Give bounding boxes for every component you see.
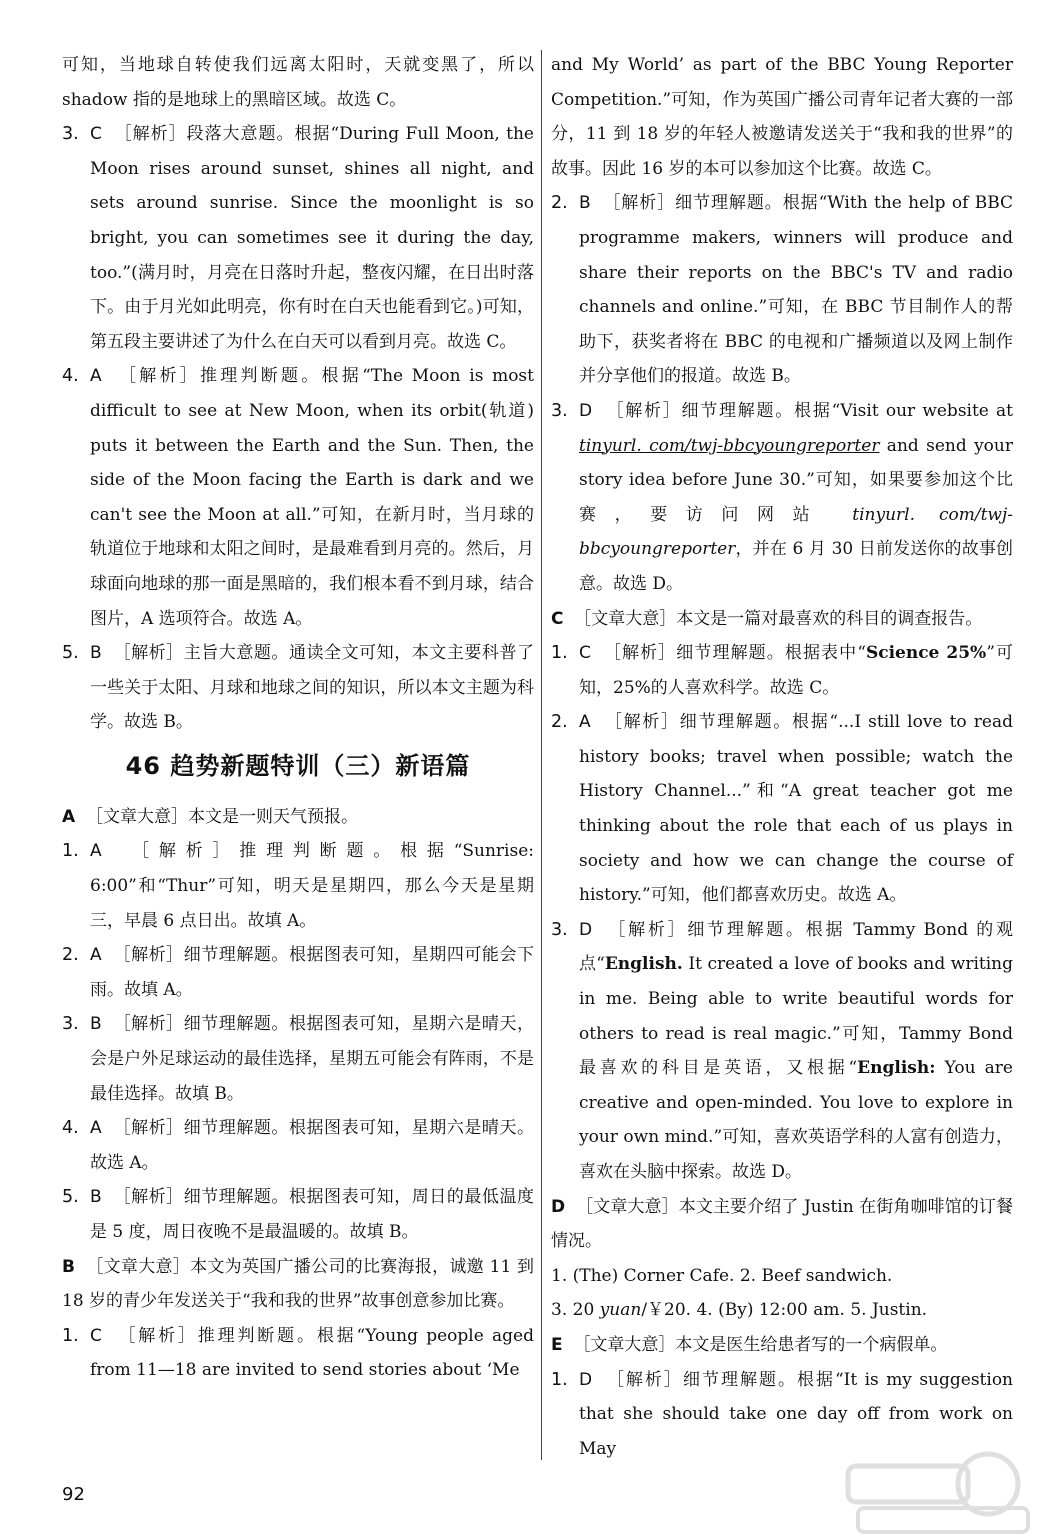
item-number: 3. [551, 919, 568, 940]
answer-item [62, 636, 534, 740]
item-number: 1. [551, 1369, 568, 1390]
item-number: 3. [551, 400, 568, 421]
passage-summary [62, 800, 534, 835]
explanation: ［解析］推理判断题。根据“The Moon is most difficult to see at New Moon, when its orbit(轨道) puts it between the Earth and the Sun. Then, the side of the Moon facing the Earth is dark and we can't see the Moon at all.”可知，在新月时，当月球的轨道位于地球和太阳之间时，是最难看到月亮的。然后，月球面向地球的那一面是黑暗的，我们根本看不到月球，结合图片，A 选项符合。故选 A。 [90, 366, 534, 629]
passage-summary [551, 602, 1013, 637]
answer-letter: D [579, 919, 593, 940]
right-column [551, 48, 1013, 1466]
item-number: 4. [62, 1118, 79, 1139]
summary-text: ［文章大意］本文为英国广播公司的比赛海报，诚邀 11 到 18 岁的青少年发送关于“我和我的世界”故事创意参加比赛。 [62, 1256, 534, 1312]
answer-letter: A [90, 1118, 102, 1139]
passage-summary [551, 1190, 1013, 1259]
answer-item [62, 1007, 534, 1111]
answer-item [551, 186, 1013, 394]
answer-letter: A [90, 945, 102, 966]
answer-letter: C [90, 124, 102, 145]
explanation: ［解析］推理判断题。根据“Young people aged from 11—18 are invited to send stories about ‘Me [90, 1325, 534, 1381]
item-number: 5. [62, 1187, 79, 1208]
bold-quote: English: [857, 1058, 936, 1079]
explanation: ［解析］段落大意题。根据“During Full Moon, the Moon rises around sunset, shines all night, and sets around sunrise. Since the moonlight is so bright, you can sometimes see it during the day, too.”(满月时，月亮在日落时升起，整夜闪耀，在日出时落下。由于月光如此明亮，你有时在白天也能看到它。)可知，第五段主要讲述了为什么在白天可以看到月亮。故选 C。 [90, 124, 534, 352]
item-number: 3. [62, 1014, 79, 1035]
short-answers: 3. 20 yuan/￥20. 4. (By) 12:00 am. 5. Justin. [551, 1300, 928, 1321]
section-heading: 46 趋势新题特训（三）新语篇 [125, 751, 471, 780]
bold-quote: Science 25% [865, 643, 987, 664]
answer-item [62, 1111, 534, 1180]
item-number: 1. [62, 841, 79, 862]
website-link[interactable]: tinyurl. com/twj-bbcyoungreporter [579, 435, 880, 456]
answer-item [551, 394, 1013, 602]
explanation: ［解析］细节理解题。根据图表可知，周日的最低温度是 5 度，周日夜晚不是最温暖的。故填 B。 [90, 1187, 534, 1242]
website-text: tinyurl. com/twj-bbcyoungreporter [579, 504, 1013, 560]
explanation: ”可知，25%的人喜欢科学。故选 C。 [579, 643, 1013, 698]
explanation: ，并在 6 月 30 日前发送你的故事创意。故选 D。 [579, 539, 1013, 594]
item-number: 3. [62, 124, 79, 145]
explanation: ［解析］细节理解题。根据“It is my suggestion that she should take one day off from work on May [579, 1369, 1013, 1459]
explanation: ［解析］细节理解题。根据“Visit our website at [606, 400, 1014, 421]
passage-summary [62, 1250, 534, 1319]
explanation: ［解析］细节理解题。根据图表可知，星期六是晴天。故选 A。 [90, 1118, 535, 1173]
passage-label: D [551, 1196, 566, 1217]
answer-letter: C [579, 643, 591, 664]
paragraph: 可知，当地球自转使我们远离太阳时，天就变黑了，所以 shadow 指的是地球上的黑暗区域。故选 C。 [62, 55, 534, 110]
passage-label: C [551, 608, 564, 629]
answer-item [551, 705, 1013, 913]
answer-letter: D [579, 400, 593, 421]
unit-text: yuan [599, 1300, 642, 1321]
summary-text: ［文章大意］本文是一则天气预报。 [85, 806, 358, 827]
passage-label: E [551, 1334, 563, 1355]
answer-letter: A [90, 841, 102, 862]
answer-letter: D [579, 1369, 593, 1390]
page-number: 92 [62, 1484, 85, 1505]
passage-label: B [62, 1256, 75, 1277]
summary-text: ［文章大意］本文主要介绍了 Justin 在街角咖啡馆的订餐情况。 [551, 1196, 1013, 1252]
answer-item [551, 913, 1013, 1190]
watermark-logo-icon [838, 1448, 1038, 1536]
passage-summary [551, 1328, 1013, 1363]
left-column [62, 48, 534, 1388]
answer-item [62, 1180, 534, 1249]
item-number: 1. [551, 643, 568, 664]
item-number: 2. [62, 945, 79, 966]
explanation: ［解析］细节理解题。根据“...I still love to read history books; travel when possible; watch the History Channel...”和“A great teacher got me thinking about the role that each of us plays in society and how we can change the course of history.”可知，他们都喜欢历史。故选 A。 [579, 712, 1013, 906]
answer-letter: C [90, 1325, 102, 1346]
explanation: You are creative and open-minded. You love to explore in your own mind.”可知，喜欢英语学科的人富有创造力，喜欢在头脑中探索。故选 D。 [579, 1058, 1013, 1182]
answer-letter: A [90, 366, 102, 387]
explanation: ［解析］细节理解题。根据表中“ [603, 643, 866, 664]
explanation: ［解析］细节理解题。根据图表可知，星期六是晴天，会是户外足球运动的最佳选择，星期五可能会有阵雨，不是最佳选择。故填 B。 [90, 1014, 534, 1104]
explanation: ［解析］主旨大意题。通读全文可知，本文主要科普了一些关于太阳、月球和地球之间的知识，所以本文主题为科学。故选 B。 [90, 643, 534, 733]
item-number: 2. [551, 712, 568, 733]
answer-letter: A [579, 712, 591, 733]
passage-label: A [62, 806, 76, 827]
paragraph: and My World’ as part of the BBC Young Reporter Competition.”可知，作为英国广播公司青年记者大赛的一部分，11 到 18 岁的年轻人被邀请发送关于“我和我的世界”的故事。因此 16 岁的本可以参加这个比赛。故选 C。 [551, 55, 1013, 179]
short-answers: 1. (The) Corner Cafe. 2. Beef sandwich. [551, 1265, 893, 1286]
answer-letter: B [90, 643, 102, 664]
explanation: It created a love of books and writing in me. Being able to write beautiful words for others to read is real magic.”可知，Tammy Bond 最喜欢的科目是英语，又根据“ [579, 954, 1013, 1079]
column-divider [541, 50, 542, 1460]
answer-item [62, 834, 534, 938]
item-number: 2. [551, 193, 568, 214]
summary-text: ［文章大意］本文是医生给患者写的一个病假单。 [573, 1334, 948, 1355]
explanation: ［解析］推理判断题。根据“Sunrise: 6:00”和“Thur”可知，明天是星期四，那么今天是星期三，早晨 6 点日出。故填 A。 [90, 841, 535, 931]
explanation: ［解析］细节理解题。根据“With the help of BBC programme makers, winners will produce and share their reports on the BBC's TV and radio channels and online.”可知，在 BBC 节目制作人的帮助下，获奖者将在 BBC 的电视和广播频道以及网上制作并分享他们的报道。故选 B。 [579, 193, 1014, 387]
answer-letter: B [90, 1014, 102, 1035]
item-number: 4. [62, 366, 79, 387]
answer-item [62, 938, 534, 1007]
explanation: ［解析］细节理解题。根据图表可知，星期四可能会下雨。故填 A。 [90, 945, 535, 1000]
answer-item [62, 1319, 534, 1388]
item-number: 5. [62, 643, 79, 664]
item-number: 1. [62, 1325, 79, 1346]
answer-item [62, 117, 534, 359]
explanation: ［解析］细节理解题。根据 Tammy Bond 的观点“ [579, 919, 1013, 975]
bold-quote: English. [604, 954, 683, 975]
answer-item [551, 636, 1013, 705]
explanation: and send your story idea before June 30.”可知，如果要参加这个比赛，要访问网站 [579, 435, 1013, 525]
answer-item [62, 359, 534, 636]
answer-letter: B [579, 193, 591, 214]
answer-letter: B [90, 1187, 102, 1208]
summary-text: ［文章大意］本文是一篇对最喜欢的科目的调查报告。 [574, 608, 983, 629]
